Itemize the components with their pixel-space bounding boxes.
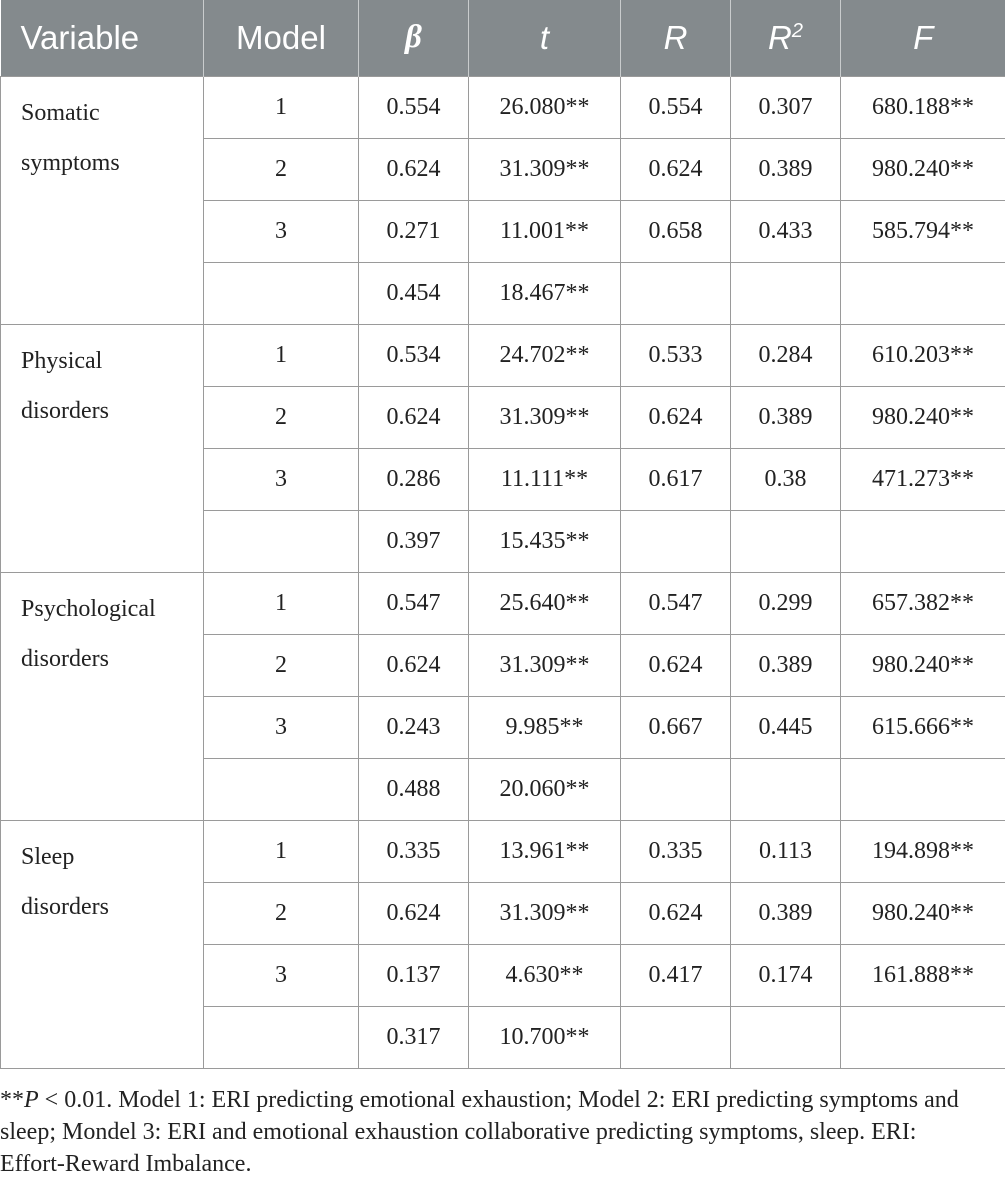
cell-beta: 0.137 xyxy=(359,944,469,1006)
cell-f: 657.382** xyxy=(841,572,1005,634)
cell-model xyxy=(204,510,359,572)
cell-model: 1 xyxy=(204,324,359,386)
header-r: R xyxy=(621,0,731,76)
cell-f: 980.240** xyxy=(841,882,1005,944)
cell-r: 0.533 xyxy=(621,324,731,386)
cell-model: 2 xyxy=(204,634,359,696)
cell-beta: 0.624 xyxy=(359,882,469,944)
variable-name-line1: Somatic xyxy=(21,99,100,126)
table-row xyxy=(1,820,1005,882)
cell-r: 0.547 xyxy=(621,572,731,634)
cell-beta: 0.534 xyxy=(359,324,469,386)
cell-r2 xyxy=(731,1006,841,1068)
table-row xyxy=(1,324,1005,386)
cell-t: 9.985** xyxy=(469,696,621,758)
cell-model: 3 xyxy=(204,696,359,758)
variable-cell xyxy=(1,820,204,1068)
cell-r: 0.417 xyxy=(621,944,731,1006)
cell-model: 1 xyxy=(204,572,359,634)
cell-r xyxy=(621,510,731,572)
cell-f: 585.794** xyxy=(841,200,1005,262)
footnote-text: < 0.01. Model 1: ERI predicting emotional exhaustion; Model 2: ERI predicting symptoms and sleep; Mondel 3: ERI and emotional exhaustion collaborative predicting symptoms, sleep. ERI: Effort-Reward Imbalance. xyxy=(0,1087,959,1177)
variable-cell xyxy=(1,572,204,820)
cell-f: 161.888** xyxy=(841,944,1005,1006)
cell-r: 0.624 xyxy=(621,138,731,200)
cell-beta: 0.624 xyxy=(359,634,469,696)
header-f: F xyxy=(841,0,1005,76)
table-body xyxy=(1,76,1005,1068)
cell-beta: 0.547 xyxy=(359,572,469,634)
cell-model xyxy=(204,758,359,820)
cell-r: 0.667 xyxy=(621,696,731,758)
cell-beta: 0.271 xyxy=(359,200,469,262)
cell-t: 10.700** xyxy=(469,1006,621,1068)
cell-t: 11.001** xyxy=(469,200,621,262)
cell-t: 15.435** xyxy=(469,510,621,572)
cell-t: 31.309** xyxy=(469,138,621,200)
cell-model: 3 xyxy=(204,944,359,1006)
cell-r2: 0.433 xyxy=(731,200,841,262)
header-model: Model xyxy=(204,0,359,76)
cell-beta: 0.624 xyxy=(359,138,469,200)
variable-cell xyxy=(1,324,204,572)
cell-f: 194.898** xyxy=(841,820,1005,882)
variable-name-line2: disorders xyxy=(21,645,109,672)
header-t: t xyxy=(469,0,621,76)
cell-r2 xyxy=(731,758,841,820)
header-row xyxy=(1,0,1005,76)
cell-t: 25.640** xyxy=(469,572,621,634)
cell-model xyxy=(204,1006,359,1068)
cell-t: 31.309** xyxy=(469,882,621,944)
cell-beta: 0.454 xyxy=(359,262,469,324)
cell-model: 1 xyxy=(204,820,359,882)
variable-name-line2: symptoms xyxy=(21,149,120,176)
variable-name-line1: Psychological xyxy=(21,595,156,622)
header-r-squared-base: R xyxy=(768,18,792,56)
table-row xyxy=(1,76,1005,138)
cell-r: 0.658 xyxy=(621,200,731,262)
cell-f: 980.240** xyxy=(841,138,1005,200)
table-row xyxy=(1,572,1005,634)
table-footnote xyxy=(0,1084,960,1180)
cell-r xyxy=(621,262,731,324)
footnote-p-symbol: P xyxy=(24,1087,39,1113)
variable-name-line2: disorders xyxy=(21,893,109,920)
cell-r: 0.617 xyxy=(621,448,731,510)
cell-r2: 0.389 xyxy=(731,386,841,448)
cell-model xyxy=(204,262,359,324)
variable-cell xyxy=(1,76,204,324)
cell-beta: 0.243 xyxy=(359,696,469,758)
header-variable: Variable xyxy=(20,18,140,56)
cell-f xyxy=(841,262,1005,324)
cell-t: 18.467** xyxy=(469,262,621,324)
cell-f: 980.240** xyxy=(841,634,1005,696)
cell-r2: 0.389 xyxy=(731,882,841,944)
cell-model: 2 xyxy=(204,138,359,200)
cell-t: 24.702** xyxy=(469,324,621,386)
cell-r2: 0.113 xyxy=(731,820,841,882)
cell-model: 3 xyxy=(204,448,359,510)
cell-beta: 0.554 xyxy=(359,76,469,138)
cell-r2: 0.174 xyxy=(731,944,841,1006)
cell-t: 20.060** xyxy=(469,758,621,820)
cell-f: 980.240** xyxy=(841,386,1005,448)
variable-name-line1: Physical xyxy=(21,347,103,374)
variable-name-line2: disorders xyxy=(21,397,109,424)
cell-beta: 0.624 xyxy=(359,386,469,448)
cell-f xyxy=(841,510,1005,572)
cell-r2 xyxy=(731,262,841,324)
cell-f xyxy=(841,1006,1005,1068)
cell-f: 615.666** xyxy=(841,696,1005,758)
cell-f: 471.273** xyxy=(841,448,1005,510)
cell-t: 11.111** xyxy=(469,448,621,510)
header-r-squared xyxy=(731,0,841,76)
cell-beta: 0.286 xyxy=(359,448,469,510)
cell-r: 0.335 xyxy=(621,820,731,882)
footnote-marker: ** xyxy=(0,1087,24,1113)
cell-f xyxy=(841,758,1005,820)
cell-model: 3 xyxy=(204,200,359,262)
cell-r2: 0.284 xyxy=(731,324,841,386)
cell-t: 4.630** xyxy=(469,944,621,1006)
cell-beta: 0.335 xyxy=(359,820,469,882)
cell-beta: 0.317 xyxy=(359,1006,469,1068)
cell-r2: 0.307 xyxy=(731,76,841,138)
cell-r xyxy=(621,1006,731,1068)
cell-t: 13.961** xyxy=(469,820,621,882)
cell-t: 26.080** xyxy=(469,76,621,138)
cell-r: 0.624 xyxy=(621,882,731,944)
cell-beta: 0.397 xyxy=(359,510,469,572)
cell-f: 610.203** xyxy=(841,324,1005,386)
cell-beta: 0.488 xyxy=(359,758,469,820)
header-r-squared-exponent: 2 xyxy=(791,19,803,42)
cell-r2: 0.389 xyxy=(731,138,841,200)
cell-model: 2 xyxy=(204,386,359,448)
cell-r: 0.624 xyxy=(621,634,731,696)
cell-r: 0.554 xyxy=(621,76,731,138)
cell-r2: 0.445 xyxy=(731,696,841,758)
variable-name-line1: Sleep xyxy=(21,843,75,870)
cell-r2: 0.38 xyxy=(731,448,841,510)
cell-r2 xyxy=(731,510,841,572)
cell-f: 680.188** xyxy=(841,76,1005,138)
cell-t: 31.309** xyxy=(469,634,621,696)
table-header xyxy=(1,0,1005,76)
cell-r2: 0.299 xyxy=(731,572,841,634)
cell-model: 1 xyxy=(204,76,359,138)
cell-r2: 0.389 xyxy=(731,634,841,696)
cell-t: 31.309** xyxy=(469,386,621,448)
cell-r: 0.624 xyxy=(621,386,731,448)
cell-model: 2 xyxy=(204,882,359,944)
header-beta: β xyxy=(359,0,469,76)
cell-r xyxy=(621,758,731,820)
